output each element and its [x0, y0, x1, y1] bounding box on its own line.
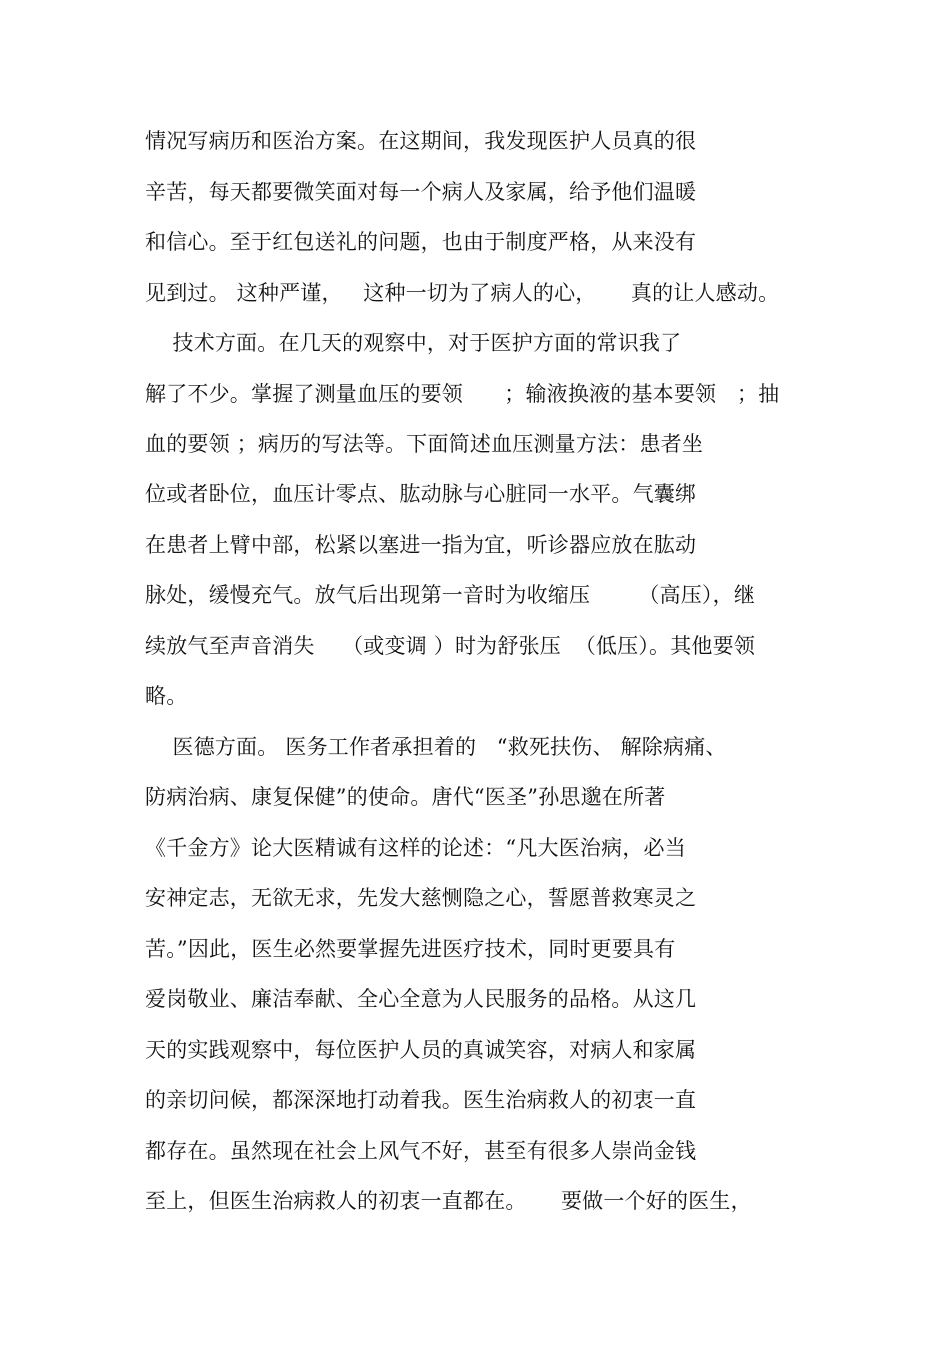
text-line: 在患者上臂中部，松紧以塞进一指为宜，听诊器应放在肱动 [145, 533, 697, 557]
text-line: 血的要领 ；病历的写法等。下面简述血压测量方法：患者坐 [145, 432, 704, 456]
text-line: 天的实践观察中，每位医护人员的真诚笑容，对病人和家属 [145, 1038, 697, 1062]
text-line: 医德方面。 医务工作者承担着的 “救死扶伤、 解除病痛、 [145, 735, 727, 759]
text-line: 辛苦，每天都要微笑面对每一个病人及家属，给予他们温暖 [145, 180, 697, 204]
text-line: 略。 [145, 684, 188, 708]
text-line: 脉处，缓慢充气。放气后出现第一音时为收缩压 （高压），继 [145, 583, 756, 607]
text-line: 安神定志，无欲无求，先发大慈恻隐之心，誓愿普救寒灵之 [145, 886, 697, 910]
text-line: 至上，但医生治病救人的初衷一直都在。 要做一个好的医生， [145, 1189, 752, 1213]
text-line: 和信心。至于红包送礼的问题，也由于制度严格，从来没有 [145, 230, 697, 254]
text-line: 爱岗敬业、廉洁奉献、全心全意为人民服务的品格。从这几 [145, 987, 697, 1011]
text-line: 续放气至声音消失 （或变调 ）时为舒张压 （低压）。其他要领 [145, 634, 756, 658]
text-line: 都存在。虽然现在社会上风气不好，甚至有很多人崇尚金钱 [145, 1139, 697, 1163]
text-line: 的亲切问候，都深深地打动着我。医生治病救人的初衷一直 [145, 1088, 697, 1112]
text-line: 技术方面。在几天的观察中，对于医护方面的常识我了 [145, 331, 682, 355]
text-line: 解了不少。掌握了测量血压的要领 ；输液换液的基本要领 ；抽 [145, 382, 780, 406]
text-line: 《千金方》论大医精诚有这样的论述：“凡大医治病，必当 [145, 836, 686, 860]
text-line: 防病治病、康复保健”的使命。唐代“医圣”孙思邈在所著 [145, 785, 666, 809]
text-line: 位或者卧位，血压计零点、肱动脉与心脏同一水平。气囊绑 [145, 482, 697, 506]
text-line: 情况写病历和医治方案。在这期间，我发现医护人员真的很 [145, 129, 697, 153]
text-line: 苦。”因此，医生必然要掌握先进医疗技术，同时更要具有 [145, 937, 676, 961]
text-line: 见到过。 这种严谨， 这种一切为了病人的心， 真的让人感动。 [145, 281, 780, 305]
